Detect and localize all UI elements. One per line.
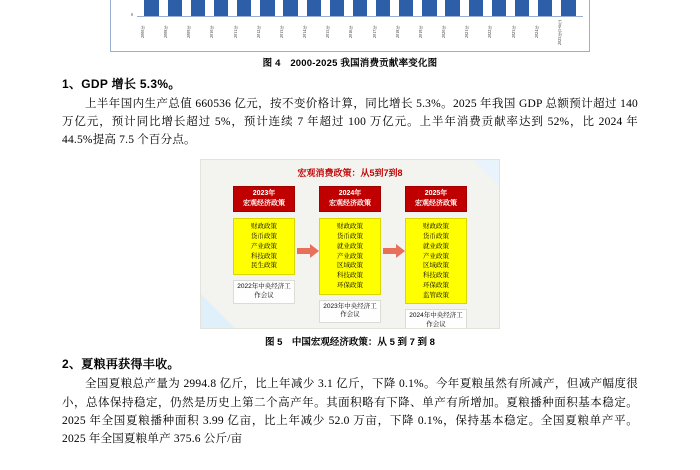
chart-x-tick: 2009年 <box>186 25 192 39</box>
policy-column-2024-foot: 2023年中央经济工作会议 <box>319 300 381 324</box>
section-1-heading: 1、GDP 增长 5.3%。 <box>62 77 181 91</box>
chart-bar <box>260 0 274 17</box>
chart-bar-slot <box>511 0 534 17</box>
chart-bar-slot <box>395 0 418 17</box>
chart-bar <box>307 0 321 17</box>
chart-bar <box>191 0 205 17</box>
chart-bar-slot <box>233 0 256 17</box>
chart-bar <box>214 0 228 17</box>
chart-bar <box>422 0 436 17</box>
chart-bar-slot <box>279 0 302 17</box>
section-2-paragraph: 全国夏粮总产量为 2994.8 亿斤，比上年减少 3.1 亿斤，下降 0.1%。今年夏粮虽然有所减产，但减产幅度很小，总体保持稳定，仍然是历史上第二个高产年。其面积略有下降、单产有所增加。夏粮播种面积基本稳定。2025 年全国夏粮播种面积 3.99 亿亩，比上年减少 52.0 万亩，下降 0.1%，保持基本稳定。全国夏粮单产平。2025 年全国夏粮单产 375.6 公斤/亩 <box>62 378 638 445</box>
chart-bar-slot <box>464 0 487 17</box>
chart-bar <box>353 0 367 17</box>
policy-column-2024 <box>319 186 381 323</box>
chart-bar-slot <box>487 0 510 17</box>
chart-bar-slot <box>186 0 209 17</box>
chart-bar-slot <box>372 0 395 17</box>
chart-x-tick: 2014年 <box>302 25 308 39</box>
arrow-right-icon-2 <box>383 244 405 258</box>
chart-x-tick: 2008年 <box>163 25 169 39</box>
chart-bar <box>330 0 344 17</box>
decorative-corner-bottom-left <box>201 294 235 328</box>
chart-bar <box>469 0 483 17</box>
chart-x-tick: 2022年 <box>487 25 493 39</box>
chart-x-tick: 2000年 <box>140 25 145 39</box>
chart-bar-slot <box>534 0 557 17</box>
chart-bar-slot <box>256 0 279 17</box>
chart-plot-area <box>137 0 583 17</box>
chart-x-tick: 2013年 <box>278 25 284 39</box>
chart-bar-slot <box>302 0 325 17</box>
chart-bar-slot <box>557 0 580 17</box>
policy-column-2024-body: 财政政策 货币政策 就业政策 产业政策 区域政策 科技政策 环保政策 <box>319 218 381 294</box>
chart-y-axis <box>111 0 135 17</box>
chart-bar-slot <box>348 0 371 17</box>
policy-column-2023 <box>233 186 295 303</box>
chart-bar-slot <box>209 0 232 17</box>
chart-bar <box>237 0 251 17</box>
chart-x-tick: 2012年 <box>255 25 261 39</box>
chart-x-tick: 2018年 <box>394 25 400 39</box>
chart-bar-slot <box>325 0 348 17</box>
section-2-heading: 2、夏粮再获得丰收。 <box>62 357 180 372</box>
policy-column-2024-head: 2024年 宏观经济政策 <box>319 186 381 212</box>
figure-4-caption: 图 4 2000-2025 我国消费贡献率变化图 <box>262 58 438 69</box>
chart-x-tick: 2020年 <box>441 25 447 39</box>
policy-column-2025 <box>405 186 467 329</box>
figure-5-diagram <box>200 159 500 329</box>
chart-x-tick: 2025年(1-6月) <box>556 19 562 45</box>
figure-5-inner-title: 宏观消费政策：从5到7到8 <box>297 168 403 179</box>
chart-x-tick: 2016年 <box>348 25 354 39</box>
chart-x-tick: 2021年 <box>464 25 470 39</box>
chart-bars <box>137 0 583 17</box>
policy-column-2023-head: 2023年 宏观经济政策 <box>233 186 295 212</box>
chart-bar-slot <box>441 0 464 17</box>
chart-y-tick: 0 <box>130 12 133 17</box>
chart-x-tick: 2010年 <box>209 25 215 39</box>
chart-bar <box>515 0 529 17</box>
chart-bar <box>399 0 413 17</box>
chart-x-tick: 2024年 <box>533 25 539 39</box>
policy-column-2023-body: 财政政策 货币政策 产业政策 科技政策 民生政策 <box>233 218 295 275</box>
chart-bar-slot <box>163 0 186 17</box>
chart-bar <box>144 0 158 17</box>
policy-column-2023-foot: 2022年中央经济工作会议 <box>233 280 295 304</box>
chart-bar <box>283 0 297 17</box>
chart-bar <box>445 0 459 17</box>
policy-column-2025-body: 财政政策 货币政策 就业政策 产业政策 区域政策 科技政策 环保政策 监管政策 <box>405 218 467 304</box>
chart-bar <box>376 0 390 17</box>
chart-x-tick: 2023年 <box>510 25 516 39</box>
chart-bar <box>561 0 575 17</box>
chart-bar <box>168 0 182 17</box>
chart-bar <box>538 0 552 17</box>
chart-bar <box>492 0 506 17</box>
chart-bar-slot <box>140 0 163 17</box>
chart-x-axis <box>137 17 583 49</box>
figure-5-wrapper <box>200 159 500 329</box>
chart-frame <box>110 0 590 52</box>
chart-x-tick: 2015年 <box>325 25 331 39</box>
figure-5-caption: 图 5 中国宏观经济政策：从 5 到 7 到 8 <box>265 337 435 349</box>
section-1-paragraph: 上半年国内生产总值 660536 亿元，按不变价格计算，同比增长 5.3%。2025 年我国 GDP 总额预计超过 140 万亿元，预计同比增长超过 5%，预计连续 7 年超过 100 万亿元。上半年消费贡献率达到 52%，比 2024 年 44.5%提高 7.5 个百分点。 <box>62 98 638 147</box>
policy-column-2025-head: 2025年 宏观经济政策 <box>405 186 467 212</box>
policy-column-2025-foot: 2024年中央经济工作会议 <box>405 309 467 329</box>
chart-x-tick: 2011年 <box>232 25 238 39</box>
chart-x-tick: 2019年 <box>417 25 423 39</box>
figure-4-chart <box>110 0 590 52</box>
chart-bar-slot <box>418 0 441 17</box>
arrow-right-icon <box>297 244 319 258</box>
chart-x-tick: 2017年 <box>371 25 377 39</box>
